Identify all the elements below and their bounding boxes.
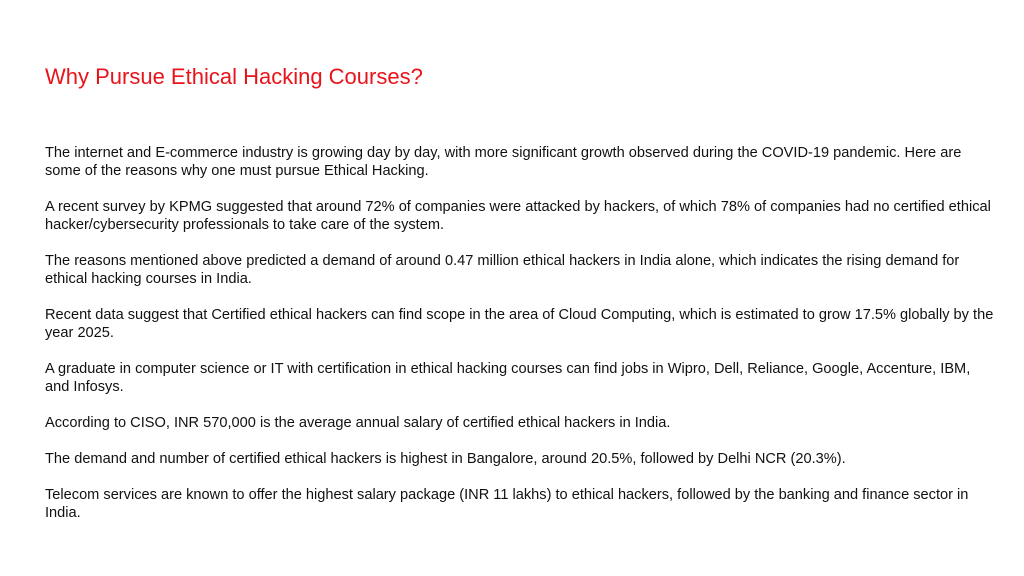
paragraph-locations: The demand and number of certified ethical hackers is highest in Bangalore, around 20.5%, followed by Delhi NCR (20.3%). xyxy=(45,451,846,467)
paragraph-intro: The internet and E-commerce industry is growing day by day, with more significant growth observed during the COVID-19 pandemic. Here are some of the reasons why one must pursue Ethical Hacking. xyxy=(45,145,962,179)
slide-title: Why Pursue Ethical Hacking Courses? xyxy=(45,64,423,89)
paragraph-telecom: Telecom services are known to offer the highest salary package (INR 11 lakhs) to ethical hackers, followed by the banking and finance sector in India. xyxy=(45,487,969,521)
paragraph-kpmg-survey: A recent survey by KPMG suggested that around 72% of companies were attacked by hackers, of which 78% of companies had no certified ethical hacker/cybersecurity professionals to take care of the system. xyxy=(45,199,991,233)
paragraph-jobs: A graduate in computer science or IT with certification in ethical hacking courses can find jobs in Wipro, Dell, Reliance, Google, Accenture, IBM, and Infosys. xyxy=(45,361,971,395)
paragraph-salary: According to CISO, INR 570,000 is the average annual salary of certified ethical hackers in India. xyxy=(45,415,671,431)
paragraph-demand: The reasons mentioned above predicted a demand of around 0.47 million ethical hackers in India alone, which indicates the rising demand for ethical hacking courses in India. xyxy=(45,253,960,287)
slide-body xyxy=(45,144,995,540)
paragraph-cloud-computing: Recent data suggest that Certified ethical hackers can find scope in the area of Cloud Computing, which is estimated to grow 17.5% globally by the year 2025. xyxy=(45,307,994,341)
